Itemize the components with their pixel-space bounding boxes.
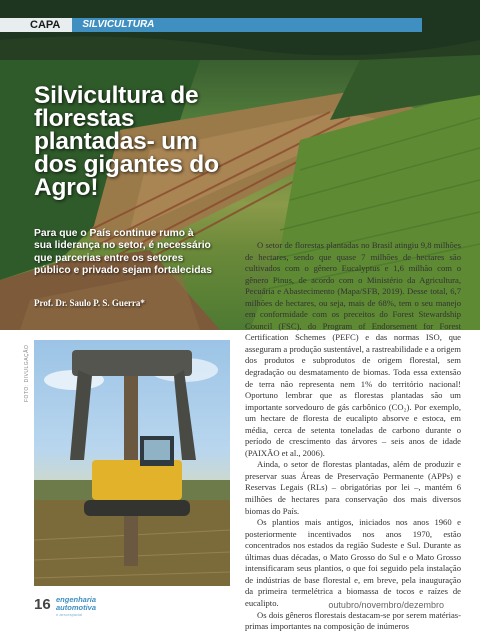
body-paragraph: Os plantios mais antigos, iniciados nos anos 1960 e posteriormente incentivados nos anos 1970, estão concentrados nos estados da região Sudeste e Sul. Durante as últimas duas décadas, o Mato Grosso do Sul e o Mato Grosso intensificaram seus plantios, o que foi seguido pela instalação de indústrias de base florestal e, em breve, pela inauguração da primeira termelétrica a biomassa de tocos e raízes de eucalipto. [245, 517, 461, 608]
body-paragraph: O setor de florestas plantadas no Brasil atingiu 9,8 milhões de hectares, sendo que quase 7 milhões de hectares são cultivados com o gênero Eucalyptus e 1,6 milhão com o gênero Pinus, de acordo com o Ministério da Agricultura, Pecuária e Abastecimento (Mapa/SFB, 2019). Desse total, 6,7 milhões de hectares, ou seja, mais de 68%, tem o seu manejo em conformidade com os preceitos do Forest Stewardship Council (FSC), do Program of Endorsement for Forest Certification Schemes (PEFC) e das normas ISO, que asseguram a produção sustentável, a rastreabilidade e a origem dos produtos e subprodutos de origem florestal, sem degradação ou desmatamento de biomas. Toda essa extensão de terra não representa nem 1% do território nacional! Oportuno lembrar que as florestas plantadas são um importante sorvedouro de gás carbônico (CO₂). Por exemplo, um hectare de floresta de eucalipto absorve e estoca, em média, cerca de setenta toneladas de carbono durante o período de crescimento das árvores – seis anos de idade (PAIXÃO et al., 2006). [245, 240, 461, 458]
harvester-photo [34, 340, 230, 586]
photo-credit: FOTO: DIVULGAÇÃO [24, 344, 30, 402]
brand-line-2: automotiva [56, 602, 97, 612]
capa-label: CAPA [0, 18, 72, 32]
body-paragraph: Ainda, o setor de florestas plantadas, além de produzir e preservar suas Áreas de Preservação Permanente (APPs) e Reservas Legais (RLs) – obrigatórias por lei –, mantém 6 milhões de hectares para conservação dos mais diversos biomas do País. [245, 459, 461, 516]
issue-date: outubro/novembro/dezembro [328, 600, 444, 610]
body-paragraph: Os dois gêneros florestais destacam-se por serem matérias-primas importantes na composição de inúmeros [245, 609, 461, 632]
article-body [245, 240, 461, 633]
harvester-illustration [34, 340, 230, 586]
section-header [0, 18, 422, 32]
magazine-logo [56, 596, 96, 619]
page-number: 16 [34, 596, 51, 613]
article-author: Prof. Dr. Saulo P. S. Guerra* [34, 298, 145, 308]
brand-line-1: engenharia [56, 595, 97, 604]
article-title: Silvicultura de florestas plantadas- um dos gigantes do Agro! [34, 82, 219, 201]
section-label: SILVICULTURA [72, 18, 422, 32]
article-subtitle: Para que o País continue rumo à sua liderança no setor, é necessário que parcerias entre os setores público e privado sejam fortalecidas [34, 228, 212, 277]
brand-line-3: e aeroespacial [56, 612, 83, 617]
